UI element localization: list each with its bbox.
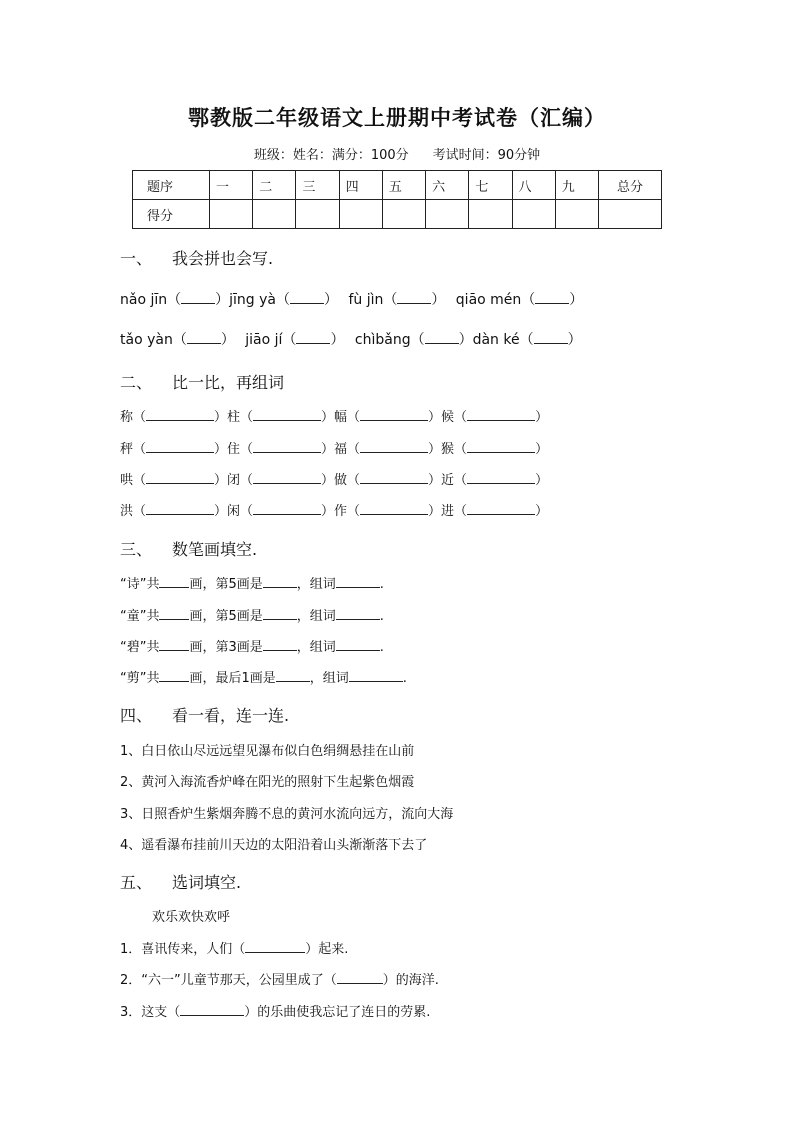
score-cell[interactable] bbox=[296, 200, 339, 229]
answer-blank[interactable] bbox=[467, 440, 535, 453]
answer-blank[interactable] bbox=[360, 502, 428, 515]
score-cell[interactable] bbox=[512, 200, 555, 229]
score-cell[interactable] bbox=[426, 200, 469, 229]
score-cell[interactable] bbox=[469, 200, 512, 229]
answer-blank[interactable] bbox=[253, 502, 321, 515]
connect-item: 1、白日依山尽远远望见瀑布似白色绢绸悬挂在山前 bbox=[120, 744, 415, 759]
answer-blank[interactable] bbox=[467, 471, 535, 484]
page-title: 鄂教版二年级语文上册期中考试卷（汇编） bbox=[188, 105, 606, 130]
stroke-row-1: “诗”共 画，第5画是 ，组词 . bbox=[120, 577, 384, 592]
score-cell[interactable] bbox=[599, 200, 662, 229]
pinyin-row-1: nǎo jīn（ ）jīng yà（ ） fù jìn（ ） qiāo mén（ ） bbox=[120, 292, 584, 308]
score-header-cell: 四 bbox=[339, 171, 382, 200]
pinyin-row-2: tǎo yàn（ ） jiāo jí（ ） chìbǎng（ ）dàn ké（ ） bbox=[120, 332, 582, 348]
answer-blank[interactable] bbox=[360, 408, 428, 421]
score-cell[interactable] bbox=[339, 200, 382, 229]
section-4-heading bbox=[120, 703, 289, 726]
answer-blank[interactable] bbox=[159, 638, 189, 651]
compare-row-3: 哄（ ）闭（ ）做（ ）近（ ） bbox=[120, 473, 549, 488]
score-header-cell: 五 bbox=[382, 171, 425, 200]
score-cell[interactable] bbox=[382, 200, 425, 229]
stroke-row-3: “碧”共 画，第3画是 ，组词 . bbox=[120, 640, 384, 655]
score-header-cell: 九 bbox=[555, 171, 598, 200]
answer-blank[interactable] bbox=[253, 471, 321, 484]
score-header-cell: 三 bbox=[296, 171, 339, 200]
stroke-row-2: “童”共 画，第5画是 ，组词 . bbox=[120, 609, 384, 624]
section-number: 一、 bbox=[120, 249, 153, 268]
exam-info-left: 班级：姓名：满分：100分 bbox=[253, 148, 409, 163]
section-3-heading bbox=[120, 537, 257, 560]
score-header-cell: 题序 bbox=[133, 171, 210, 200]
compare-row-4: 洪（ ）闲（ ）作（ ）进（ ） bbox=[120, 504, 549, 519]
answer-blank[interactable] bbox=[263, 638, 297, 651]
answer-blank[interactable] bbox=[245, 940, 305, 953]
answer-blank[interactable] bbox=[360, 471, 428, 484]
answer-blank[interactable] bbox=[253, 408, 321, 421]
section-title: 比一比，再组词 bbox=[172, 373, 285, 392]
compare-row-2: 秤（ ）住（ ）福（ ）猴（ ） bbox=[120, 442, 549, 457]
answer-blank[interactable] bbox=[263, 575, 297, 588]
score-table-header-row bbox=[133, 171, 662, 200]
answer-blank[interactable] bbox=[159, 575, 189, 588]
section-title: 我会拼也会写. bbox=[172, 249, 274, 268]
score-header-cell: 二 bbox=[253, 171, 296, 200]
score-header-cell: 一 bbox=[210, 171, 253, 200]
score-row-label: 得分 bbox=[133, 200, 210, 229]
section-5-heading bbox=[120, 870, 241, 893]
score-cell[interactable] bbox=[253, 200, 296, 229]
fill-item-1: 1．喜讯传来，人们（ ）起来. bbox=[120, 942, 349, 957]
section-number: 二、 bbox=[120, 373, 153, 392]
score-cell[interactable] bbox=[555, 200, 598, 229]
score-cell[interactable] bbox=[210, 200, 253, 229]
exam-info-right: 考试时间：90分钟 bbox=[432, 148, 541, 163]
compare-row-1: 称（ ）柱（ ）幅（ ）候（ ） bbox=[120, 410, 549, 425]
answer-blank[interactable] bbox=[290, 291, 324, 304]
section-title: 看一看，连一连. bbox=[172, 706, 290, 725]
answer-blank[interactable] bbox=[336, 575, 380, 588]
fill-item-2: 2．“六一”儿童节那天，公园里成了（ ）的海洋. bbox=[120, 973, 439, 988]
word-options: 欢乐欢快欢呼 bbox=[152, 910, 231, 925]
answer-blank[interactable] bbox=[534, 331, 568, 344]
answer-blank[interactable] bbox=[360, 440, 428, 453]
section-title: 数笔画填空. bbox=[172, 540, 258, 559]
section-number: 四、 bbox=[120, 706, 153, 725]
connect-item: 3、日照香炉生紫烟奔腾不息的黄河水流向远方，流向大海 bbox=[120, 807, 454, 822]
answer-blank[interactable] bbox=[187, 331, 221, 344]
answer-blank[interactable] bbox=[349, 669, 403, 682]
score-header-cell: 八 bbox=[512, 171, 555, 200]
section-2-heading bbox=[120, 370, 284, 393]
stroke-row-4: “剪”共 画，最后1画是 ，组词 . bbox=[120, 671, 407, 686]
score-header-cell: 总分 bbox=[599, 171, 662, 200]
connect-item: 2、黄河入海流香炉峰在阳光的照射下生起紫色烟霞 bbox=[120, 775, 415, 790]
connect-item: 4、遥看瀑布挂前川天边的太阳沿着山头渐渐落下去了 bbox=[120, 838, 428, 853]
answer-blank[interactable] bbox=[146, 502, 214, 515]
section-number: 五、 bbox=[120, 873, 153, 892]
answer-blank[interactable] bbox=[253, 440, 321, 453]
answer-blank[interactable] bbox=[296, 331, 330, 344]
answer-blank[interactable] bbox=[159, 607, 189, 620]
answer-blank[interactable] bbox=[336, 638, 380, 651]
answer-blank[interactable] bbox=[159, 669, 189, 682]
answer-blank[interactable] bbox=[146, 440, 214, 453]
answer-blank[interactable] bbox=[146, 471, 214, 484]
section-number: 三、 bbox=[120, 540, 153, 559]
answer-blank[interactable] bbox=[181, 291, 215, 304]
score-header-cell: 七 bbox=[469, 171, 512, 200]
answer-blank[interactable] bbox=[397, 291, 431, 304]
answer-blank[interactable] bbox=[180, 1003, 244, 1016]
answer-blank[interactable] bbox=[146, 408, 214, 421]
answer-blank[interactable] bbox=[276, 669, 310, 682]
answer-blank[interactable] bbox=[263, 607, 297, 620]
answer-blank[interactable] bbox=[336, 607, 380, 620]
score-table bbox=[132, 170, 662, 229]
answer-blank[interactable] bbox=[535, 291, 569, 304]
exam-info bbox=[0, 144, 794, 163]
score-header-cell: 六 bbox=[426, 171, 469, 200]
section-1-heading bbox=[120, 246, 273, 269]
answer-blank[interactable] bbox=[467, 408, 535, 421]
answer-blank[interactable] bbox=[467, 502, 535, 515]
section-title: 选词填空. bbox=[172, 873, 242, 892]
answer-blank[interactable] bbox=[425, 331, 459, 344]
fill-item-3: 3．这支（ ）的乐曲使我忘记了连日的劳累. bbox=[120, 1005, 431, 1020]
answer-blank[interactable] bbox=[337, 971, 383, 984]
score-table-score-row bbox=[133, 200, 662, 229]
